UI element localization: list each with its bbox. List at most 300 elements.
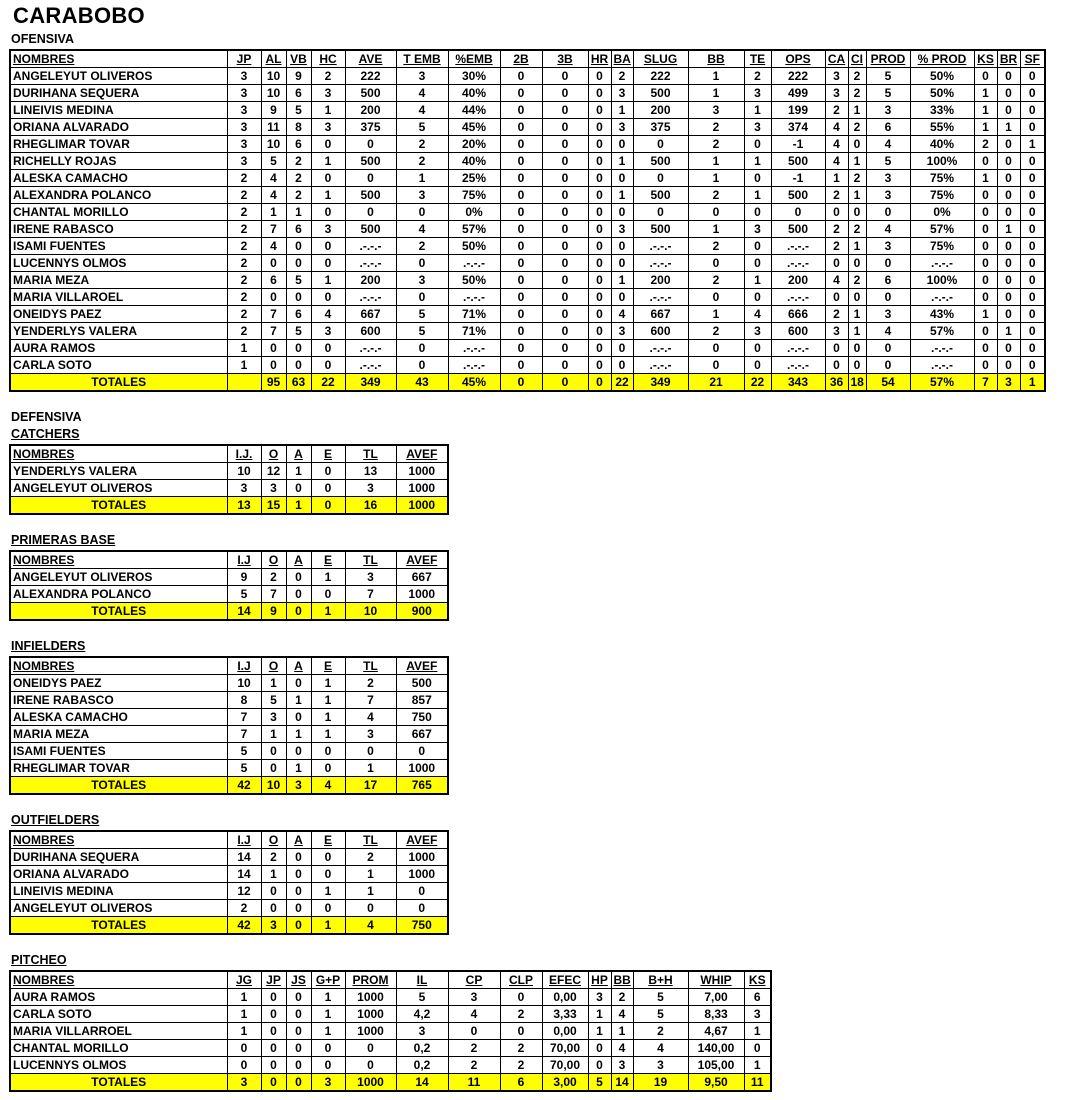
cell-value: 667 — [396, 569, 448, 586]
cell-value: 0 — [744, 255, 771, 272]
table-row — [10, 743, 448, 760]
cell-value — [227, 374, 261, 392]
cell-value: 0 — [345, 743, 396, 760]
cell-value: 1 — [227, 989, 261, 1006]
cell-value: 0 — [311, 1057, 345, 1074]
cell-value: 7 — [261, 221, 286, 238]
cell-value: 1 — [311, 709, 345, 726]
cell-value: 22 — [744, 374, 771, 392]
cell-value: .-.-.- — [633, 340, 688, 357]
cell-value: 4 — [633, 1040, 688, 1057]
cell-value: JG — [227, 971, 261, 989]
cell-value: 0 — [311, 204, 345, 221]
cell-value: 0 — [286, 340, 311, 357]
cell-value: AVEF — [396, 831, 448, 849]
cell-value: 0 — [286, 1074, 311, 1092]
cell-value: 57% — [910, 323, 974, 340]
cell-name: MARIA MEZA — [10, 272, 227, 289]
cell-name: ONEIDYS PAEZ — [10, 675, 227, 692]
cell-value: 0 — [997, 289, 1020, 306]
cell-value: 0 — [311, 1040, 345, 1057]
cell-value: 3 — [396, 68, 448, 85]
cell-name: RICHELLY ROJAS — [10, 153, 227, 170]
cell-value: 0 — [261, 743, 286, 760]
cell-value: BB — [688, 50, 744, 68]
cell-value: 0 — [311, 255, 345, 272]
cell-value: 0 — [500, 340, 542, 357]
cell-name: YENDERLYS VALERA — [10, 463, 227, 480]
cell-value: 0 — [261, 255, 286, 272]
cell-value: 0 — [1020, 102, 1045, 119]
cell-value: 0 — [588, 119, 611, 136]
cell-value: 1 — [848, 153, 866, 170]
cell-value: 1 — [311, 272, 345, 289]
cell-value: 0 — [542, 323, 588, 340]
table-row — [10, 480, 448, 497]
cell-value: 0 — [261, 1057, 286, 1074]
cell-value: 500 — [345, 221, 396, 238]
cell-value: 0 — [542, 272, 588, 289]
cell-value: 0 — [396, 255, 448, 272]
cell-value: 0 — [611, 238, 633, 255]
cell-value: 0 — [997, 272, 1020, 289]
cell-value: E — [311, 445, 345, 463]
cell-value: 6 — [500, 1074, 542, 1092]
table-row — [10, 119, 1045, 136]
cell-value: 4 — [611, 1040, 633, 1057]
cell-value: 3 — [311, 221, 345, 238]
cell-value: 0 — [500, 170, 542, 187]
cell-value: 71% — [448, 323, 500, 340]
cell-value: 1 — [286, 204, 311, 221]
cell-name: ANGELEYUT OLIVEROS — [10, 480, 227, 497]
cell-value: 0 — [997, 187, 1020, 204]
cell-value: 0 — [997, 85, 1020, 102]
cell-value: 1 — [688, 85, 744, 102]
cell-value: 6 — [286, 221, 311, 238]
cell-value: 0,00 — [542, 1023, 588, 1040]
cell-value: .-.-.- — [633, 238, 688, 255]
cell-value: 3,33 — [542, 1006, 588, 1023]
cell-value: 3 — [345, 726, 396, 743]
cell-value: 0 — [688, 340, 744, 357]
cell-value: 0 — [588, 374, 611, 392]
cell-value: PROD — [866, 50, 910, 68]
cell-value: 0 — [261, 1074, 286, 1092]
cell-value: BB — [611, 971, 633, 989]
cell-value: 40% — [448, 153, 500, 170]
cell-value: 7 — [227, 726, 261, 743]
cell-value: 1 — [974, 102, 997, 119]
cell-value: -1 — [771, 136, 825, 153]
cell-value: 900 — [396, 603, 448, 621]
cell-value: 1000 — [345, 1023, 396, 1040]
cell-name: ORIANA ALVARADO — [10, 866, 227, 883]
cell-value: 0 — [866, 255, 910, 272]
cell-value: BR — [997, 50, 1020, 68]
cell-value: 3 — [611, 323, 633, 340]
cell-value: 2 — [227, 272, 261, 289]
cell-value: 0 — [588, 68, 611, 85]
cell-value: 1 — [1020, 374, 1045, 392]
cell-value: .-.-.- — [910, 340, 974, 357]
cell-value: AVE — [345, 50, 396, 68]
cell-value: 2 — [227, 238, 261, 255]
cell-value: EFEC — [542, 971, 588, 989]
cell-value: 3 — [286, 777, 311, 795]
cell-value: 5 — [588, 1074, 611, 1092]
cell-value: 3 — [227, 68, 261, 85]
cell-value: 3 — [611, 85, 633, 102]
cell-value: 0 — [286, 675, 311, 692]
cell-value: 5 — [633, 989, 688, 1006]
cell-value: 0 — [848, 255, 866, 272]
cell-value: 0 — [500, 153, 542, 170]
cell-name: TOTALES — [10, 603, 227, 621]
cell-value: 0 — [500, 119, 542, 136]
table-row — [10, 569, 448, 586]
cell-value: 1 — [848, 187, 866, 204]
cell-value: 0 — [396, 900, 448, 917]
cell-value: 2 — [448, 1040, 500, 1057]
cell-value: 2 — [261, 569, 286, 586]
cell-value: 375 — [633, 119, 688, 136]
cell-value: 0 — [611, 136, 633, 153]
cell-value: JS — [286, 971, 311, 989]
cell-value: 3 — [345, 569, 396, 586]
cell-value: 25% — [448, 170, 500, 187]
cell-value: 0 — [286, 743, 311, 760]
cell-value: 0 — [588, 238, 611, 255]
cell-value: 1 — [611, 102, 633, 119]
cell-value: 0 — [286, 1006, 311, 1023]
cell-value: 3 — [311, 85, 345, 102]
cell-value: 75% — [910, 170, 974, 187]
cell-value: .-.-.- — [448, 340, 500, 357]
cell-value: 500 — [345, 85, 396, 102]
cell-value: 1000 — [396, 866, 448, 883]
cell-value: .-.-.- — [771, 238, 825, 255]
cell-value: 0 — [542, 357, 588, 374]
cell-value: 0 — [825, 289, 848, 306]
cell-value: 7,00 — [688, 989, 744, 1006]
cell-value: 0 — [866, 289, 910, 306]
cell-value: O — [261, 657, 286, 675]
cell-value: 0 — [542, 170, 588, 187]
cell-value: 2 — [688, 119, 744, 136]
cell-value: 0 — [848, 136, 866, 153]
cell-value: 57% — [910, 374, 974, 392]
cell-name: ORIANA ALVARADO — [10, 119, 227, 136]
cell-name: TOTALES — [10, 1074, 227, 1092]
cell-value: 2 — [848, 272, 866, 289]
cell-value: .-.-.- — [448, 357, 500, 374]
cell-value: 0 — [396, 289, 448, 306]
cell-value: 200 — [345, 102, 396, 119]
cell-value: 57% — [448, 221, 500, 238]
cell-value: 2 — [688, 187, 744, 204]
cell-value: 3 — [744, 85, 771, 102]
cell-value: 200 — [771, 272, 825, 289]
cell-value: 5 — [866, 68, 910, 85]
cell-value: 374 — [771, 119, 825, 136]
cell-value: 0 — [261, 357, 286, 374]
cell-name: CHANTAL MORILLO — [10, 1040, 227, 1057]
cell-value: .-.-.- — [345, 238, 396, 255]
cell-value: 7 — [261, 323, 286, 340]
cell-value: 2 — [227, 323, 261, 340]
cell-value: 0 — [261, 1040, 286, 1057]
cell-value: 10 — [261, 777, 286, 795]
totals-row — [10, 917, 448, 935]
cell-value: 0 — [588, 170, 611, 187]
cell-value: 0 — [345, 204, 396, 221]
cell-value: .-.-.- — [345, 357, 396, 374]
cell-value: 75% — [910, 187, 974, 204]
cell-value: 1 — [611, 153, 633, 170]
cell-value: 1 — [688, 170, 744, 187]
table-row — [10, 187, 1045, 204]
cell-value: 63 — [286, 374, 311, 392]
cell-value: 3 — [611, 221, 633, 238]
cell-value: I.J. — [227, 445, 261, 463]
cell-value: 0 — [825, 204, 848, 221]
cell-value: 1 — [588, 1006, 611, 1023]
cell-value: 3 — [825, 323, 848, 340]
cell-value: KS — [744, 971, 771, 989]
cell-value: 0 — [542, 306, 588, 323]
cell-value: 5 — [286, 102, 311, 119]
cell-value: TL — [345, 551, 396, 569]
cell-value: 0 — [588, 357, 611, 374]
cell-value: .-.-.- — [448, 255, 500, 272]
cell-value: 0 — [286, 1040, 311, 1057]
cell-value: 1 — [311, 883, 345, 900]
cell-value: 2 — [848, 221, 866, 238]
cell-value: 1 — [744, 187, 771, 204]
cell-value: 1 — [311, 692, 345, 709]
cell-value: 44% — [448, 102, 500, 119]
cell-value: 4 — [261, 187, 286, 204]
cell-name: CHANTAL MORILLO — [10, 204, 227, 221]
cell-value: 0 — [311, 849, 345, 866]
cell-value: 0 — [744, 204, 771, 221]
cell-value: 13 — [227, 497, 261, 515]
cell-value: 3 — [227, 102, 261, 119]
cell-value: .-.-.- — [345, 340, 396, 357]
cell-value: 200 — [633, 102, 688, 119]
table-row — [10, 170, 1045, 187]
cell-value: 1000 — [396, 760, 448, 777]
cell-value: 3 — [227, 153, 261, 170]
cell-value: 71% — [448, 306, 500, 323]
cell-name: NOMBRES — [10, 831, 227, 849]
cell-value: 0 — [311, 136, 345, 153]
cell-value: 765 — [396, 777, 448, 795]
header-row — [10, 551, 448, 569]
cell-value: 2 — [688, 238, 744, 255]
cell-value: 3 — [227, 1074, 261, 1092]
cell-value: 0 — [311, 170, 345, 187]
cell-value: 9 — [261, 102, 286, 119]
cell-value: 0 — [542, 136, 588, 153]
cell-value: 0 — [396, 204, 448, 221]
cell-value: 4 — [396, 85, 448, 102]
cell-name: ALESKA CAMACHO — [10, 170, 227, 187]
primeras-base-table — [9, 550, 449, 621]
cell-value: 0 — [588, 306, 611, 323]
cell-value: 45% — [448, 119, 500, 136]
table-row — [10, 900, 448, 917]
cell-value: 0,2 — [396, 1040, 448, 1057]
cell-value: 0 — [1020, 340, 1045, 357]
cell-name: YENDERLYS VALERA — [10, 323, 227, 340]
cell-value: 0 — [974, 357, 997, 374]
cell-value: 2 — [286, 187, 311, 204]
cell-value: 50% — [910, 68, 974, 85]
cell-value: 0 — [611, 170, 633, 187]
cell-value: 3 — [311, 1074, 345, 1092]
table-row — [10, 306, 1045, 323]
cell-value: 1 — [848, 238, 866, 255]
cell-value: 0 — [1020, 85, 1045, 102]
cell-value: 5 — [633, 1006, 688, 1023]
cell-value: CI — [848, 50, 866, 68]
cell-value: 18 — [848, 374, 866, 392]
cell-value: 2 — [825, 306, 848, 323]
cell-value: 500 — [771, 187, 825, 204]
cell-name: RHEGLIMAR TOVAR — [10, 760, 227, 777]
cell-value: 0 — [688, 204, 744, 221]
cell-value: 0% — [910, 204, 974, 221]
cell-value: 50% — [910, 85, 974, 102]
cell-name: RHEGLIMAR TOVAR — [10, 136, 227, 153]
cell-value: 222 — [633, 68, 688, 85]
cell-value: 3 — [345, 480, 396, 497]
cell-value: 0 — [974, 272, 997, 289]
cell-value: 40% — [910, 136, 974, 153]
cell-value: 1 — [311, 675, 345, 692]
cell-value: 0 — [588, 136, 611, 153]
cell-value: 1 — [688, 306, 744, 323]
cell-value: 0 — [542, 238, 588, 255]
cell-value: 11 — [744, 1074, 771, 1092]
cell-value: 3 — [311, 323, 345, 340]
cell-value: TE — [744, 50, 771, 68]
cell-value: SF — [1020, 50, 1045, 68]
cell-value: 1000 — [345, 1074, 396, 1092]
cell-value: 0 — [588, 1057, 611, 1074]
cell-value: 0 — [1020, 119, 1045, 136]
cell-value: 1 — [227, 1023, 261, 1040]
cell-value: 1 — [261, 204, 286, 221]
cell-value: 0 — [286, 289, 311, 306]
cell-value: 2 — [448, 1057, 500, 1074]
cell-value: 4 — [396, 221, 448, 238]
cell-value: 36 — [825, 374, 848, 392]
cell-value: 667 — [396, 726, 448, 743]
cell-value: 0 — [825, 357, 848, 374]
table-row — [10, 586, 448, 603]
cell-value: OPS — [771, 50, 825, 68]
cell-value: 0 — [286, 480, 311, 497]
cell-value: 0 — [311, 357, 345, 374]
cell-value: 600 — [633, 323, 688, 340]
cell-value: 42 — [227, 777, 261, 795]
cell-value: 3,00 — [542, 1074, 588, 1092]
table-row — [10, 866, 448, 883]
cell-value: TL — [345, 831, 396, 849]
cell-name: CARLA SOTO — [10, 357, 227, 374]
cell-value: 2 — [611, 68, 633, 85]
table-row — [10, 272, 1045, 289]
cell-value: 0 — [997, 306, 1020, 323]
cell-value: 2 — [286, 170, 311, 187]
cell-value: 2 — [500, 1040, 542, 1057]
cell-value: T EMB — [396, 50, 448, 68]
cell-value: 500 — [633, 187, 688, 204]
cell-value: 6 — [744, 989, 771, 1006]
cell-value: 10 — [227, 675, 261, 692]
cell-value: 0 — [688, 357, 744, 374]
cell-value: 0 — [261, 760, 286, 777]
cell-value: 2 — [848, 119, 866, 136]
cell-value: 0,2 — [396, 1057, 448, 1074]
cell-value: 500 — [771, 221, 825, 238]
table-row — [10, 760, 448, 777]
cell-name: NOMBRES — [10, 551, 227, 569]
cell-value: AVEF — [396, 657, 448, 675]
cell-value: 0 — [974, 153, 997, 170]
cell-value: 5 — [396, 989, 448, 1006]
cell-value: .-.-.- — [345, 289, 396, 306]
cell-value: 0 — [227, 1057, 261, 1074]
cell-value: 2 — [611, 989, 633, 1006]
cell-value: 1 — [311, 603, 345, 621]
table-row — [10, 1040, 771, 1057]
cell-value: 0 — [500, 255, 542, 272]
cell-value: 15 — [261, 497, 286, 515]
cell-value: 6 — [286, 306, 311, 323]
cell-value: HC — [311, 50, 345, 68]
cell-value: 0 — [633, 170, 688, 187]
cell-value: 0 — [542, 153, 588, 170]
cell-value: 200 — [633, 272, 688, 289]
cell-value: 1000 — [396, 497, 448, 515]
cell-value: 0 — [396, 883, 448, 900]
cell-value: 0 — [261, 340, 286, 357]
cell-value: 0 — [633, 204, 688, 221]
cell-value: 70,00 — [542, 1057, 588, 1074]
cell-value: 0 — [500, 187, 542, 204]
cell-value: 0 — [542, 374, 588, 392]
cell-value: .-.-.- — [345, 255, 396, 272]
outfielders-table — [9, 830, 449, 935]
cell-value: 4 — [825, 272, 848, 289]
cell-value: 6 — [286, 85, 311, 102]
cell-value: 1 — [688, 68, 744, 85]
table-row — [10, 692, 448, 709]
cell-value: % PROD — [910, 50, 974, 68]
cell-value: 200 — [345, 272, 396, 289]
table-row — [10, 238, 1045, 255]
cell-value: 2 — [396, 153, 448, 170]
cell-value: 57% — [910, 221, 974, 238]
cell-value: 3 — [744, 1006, 771, 1023]
cell-value: 500 — [633, 85, 688, 102]
cell-value: 0 — [771, 204, 825, 221]
cell-value: 1000 — [396, 463, 448, 480]
